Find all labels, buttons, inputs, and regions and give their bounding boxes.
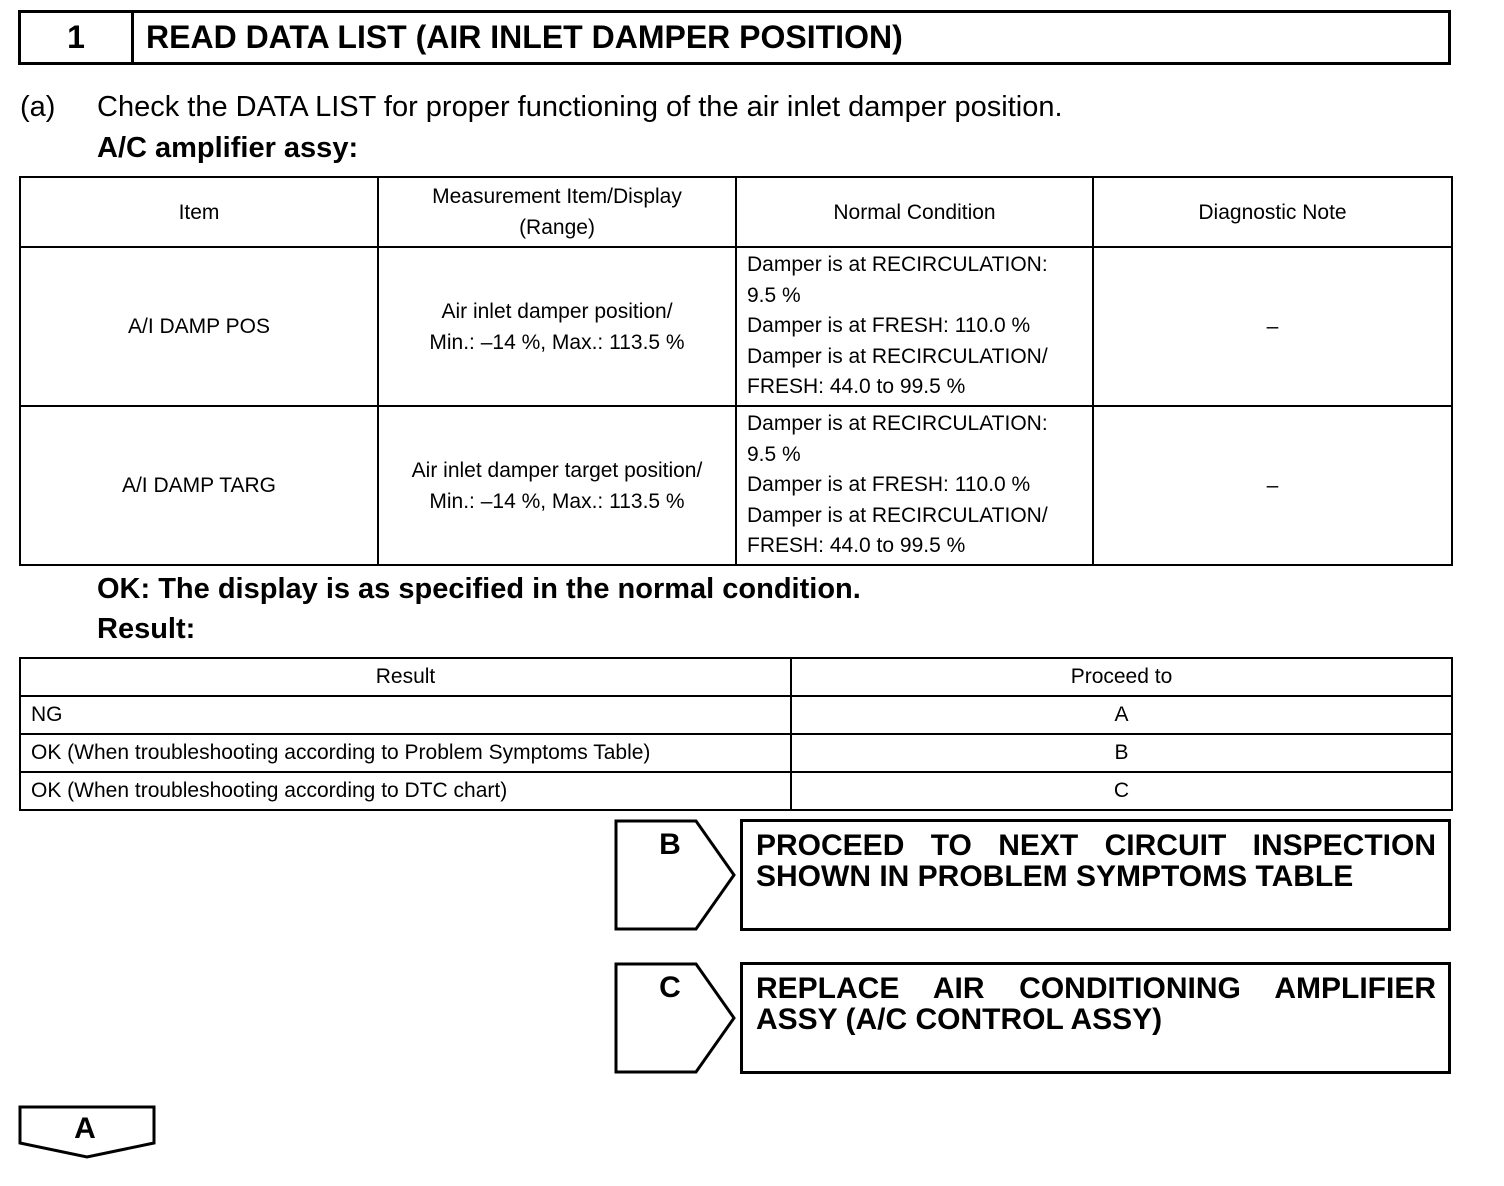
result-header-row [20,658,1452,696]
item-cell: A/I DAMP TARG [20,406,378,565]
proceed-cell: C [791,772,1452,810]
data-list-table [19,176,1453,566]
normal-condition-cell: Damper is at RECIRCULATION: 9.5 % Damper is at FRESH: 110.0 % Damper is at RECIRCULATION/ FRESH: 44.0 to 99.5 % [736,406,1093,565]
result-cell: NG [20,696,791,734]
step-header [18,10,1451,65]
result-table [19,657,1453,811]
table-row [20,247,1452,406]
step-title: READ DATA LIST (AIR INLET DAMPER POSITION) [146,19,903,55]
header-proceed-to: Proceed to [791,658,1452,696]
table-row [20,406,1452,565]
table-row [20,734,1452,772]
step-number: 1 [21,13,134,62]
branch-c-letter: C [659,971,681,1004]
header-result: Result [20,658,791,696]
item-cell: A/I DAMP POS [20,247,378,406]
table-row [20,772,1452,810]
measurement-cell: Air inlet damper target position/ Min.: –14 %, Max.: 113.5 % [378,406,736,565]
header-item: Item [20,177,378,247]
result-heading: Result: [97,613,196,645]
result-cell: OK (When troubleshooting according to Problem Symptoms Table) [20,734,791,772]
branch-b-text: PROCEED TO NEXT CIRCUIT INSPECTION SHOWN IN PROBLEM SYMPTOMS TABLE [756,829,1436,893]
result-cell: OK (When troubleshooting according to DTC chart) [20,772,791,810]
header-normal-condition: Normal Condition [736,177,1093,247]
diagnostic-note-cell: – [1093,247,1452,406]
branch-b-letter: B [659,828,681,861]
proceed-cell: A [791,696,1452,734]
table-header-row [20,177,1452,247]
table-row [20,696,1452,734]
continue-a-letter: A [74,1112,96,1145]
measurement-cell: Air inlet damper position/ Min.: –14 %, Max.: 113.5 % [378,247,736,406]
header-measurement: Measurement Item/Display (Range) [378,177,736,247]
diagnostic-note-cell: – [1093,406,1452,565]
instruction-text: Check the DATA LIST for proper functioning of the air inlet damper position. [97,91,1063,123]
proceed-cell: B [791,734,1452,772]
branch-c-box [740,962,1451,1074]
header-diagnostic-note: Diagnostic Note [1093,177,1452,247]
branch-b-box [740,819,1451,931]
instruction-label: (a) [20,91,56,123]
normal-condition-cell: Damper is at RECIRCULATION: 9.5 % Damper is at FRESH: 110.0 % Damper is at RECIRCULATION/ FRESH: 44.0 to 99.5 % [736,247,1093,406]
branch-c-text: REPLACE AIR CONDITIONING AMPLIFIER ASSY (A/C CONTROL ASSY) [756,972,1436,1036]
subheading: A/C amplifier assy: [97,132,359,164]
ok-condition-text: OK: The display is as specified in the normal condition. [97,573,861,605]
